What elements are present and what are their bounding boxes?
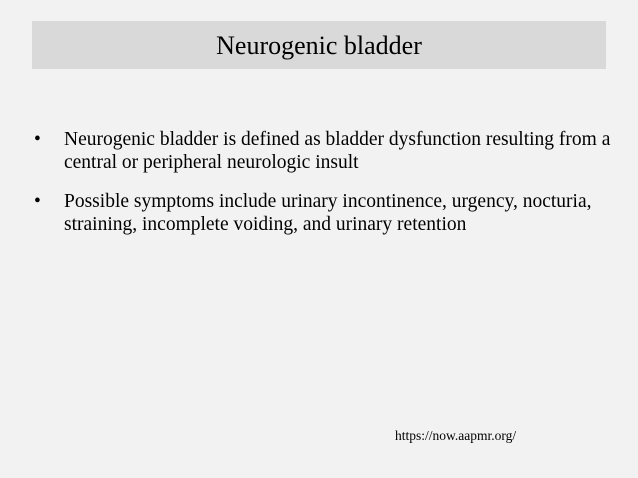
bullet-list [34, 128, 614, 252]
slide-title: Neurogenic bladder [216, 31, 422, 60]
title-bar [32, 21, 606, 69]
bullet-item [34, 190, 614, 236]
bullet-dot-icon: • [34, 191, 41, 212]
bullet-text: Neurogenic bladder is defined as bladder dysfunction resulting from a central or peripheral neurologic insult [64, 129, 611, 173]
source-link[interactable]: https://now.aapmr.org/ [395, 428, 517, 443]
bullet-dot-icon: • [34, 129, 41, 150]
bullet-item [34, 128, 614, 174]
bullet-text: Possible symptoms include urinary incontinence, urgency, nocturia, straining, incomplete voiding, and urinary retention [64, 191, 592, 235]
